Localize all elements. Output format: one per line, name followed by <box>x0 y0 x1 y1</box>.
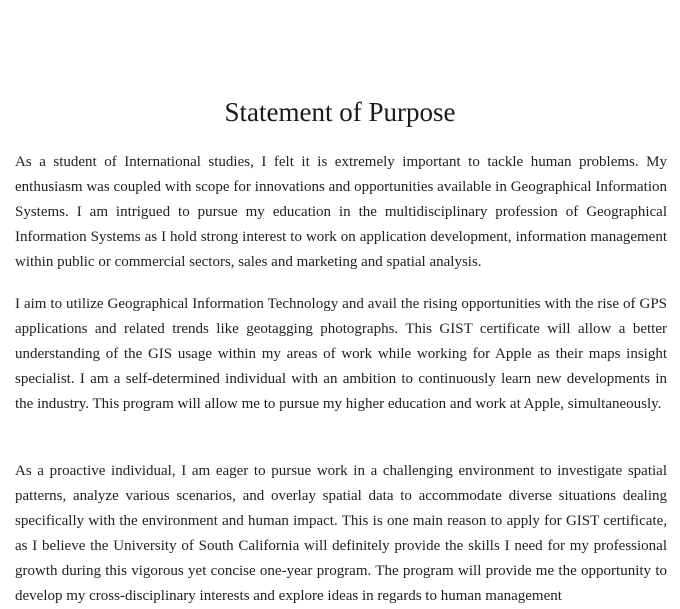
paragraph-2: I aim to utilize Geographical Information Technology and avail the rising opportunities with the rise of GPS applications and related trends like geotagging photographs. This GIST certificate will allow a better understanding of the GIS usage within my areas of work while working for Apple as their maps insight specialist. I am a self-determined individual with an ambition to continuously learn new developments in the industry. This program will allow me to pursue my higher education and work at Apple, simultaneously. <box>15 296 667 412</box>
paragraph-3: As a proactive individual, I am eager to pursue work in a challenging environment to investigate spatial patterns, analyze various scenarios, and overlay spatial data to accommodate diverse situations dealing specifically with the environment and human impact. This is one main reason to apply for GIST certificate, as I believe the University of South California will definitely provide the skills I need for my professional growth during this vigorous yet concise one-year program. The program will provide me the opportunity to develop my cross-disciplinary interests and explore ideas in regards to human management <box>15 463 667 604</box>
document-title: Statement of Purpose <box>224 97 456 127</box>
paragraph-1: As a student of International studies, I felt it is extremely important to tackle human problems. My enthusiasm was coupled with scope for innovations and opportunities available in Geographical Information Systems. I am intrigued to pursue my education in the multidisciplinary profession of Geographical Information Systems as I hold strong interest to work on application development, information management within public or commercial sectors, sales and marketing and spatial analysis. <box>15 154 667 270</box>
